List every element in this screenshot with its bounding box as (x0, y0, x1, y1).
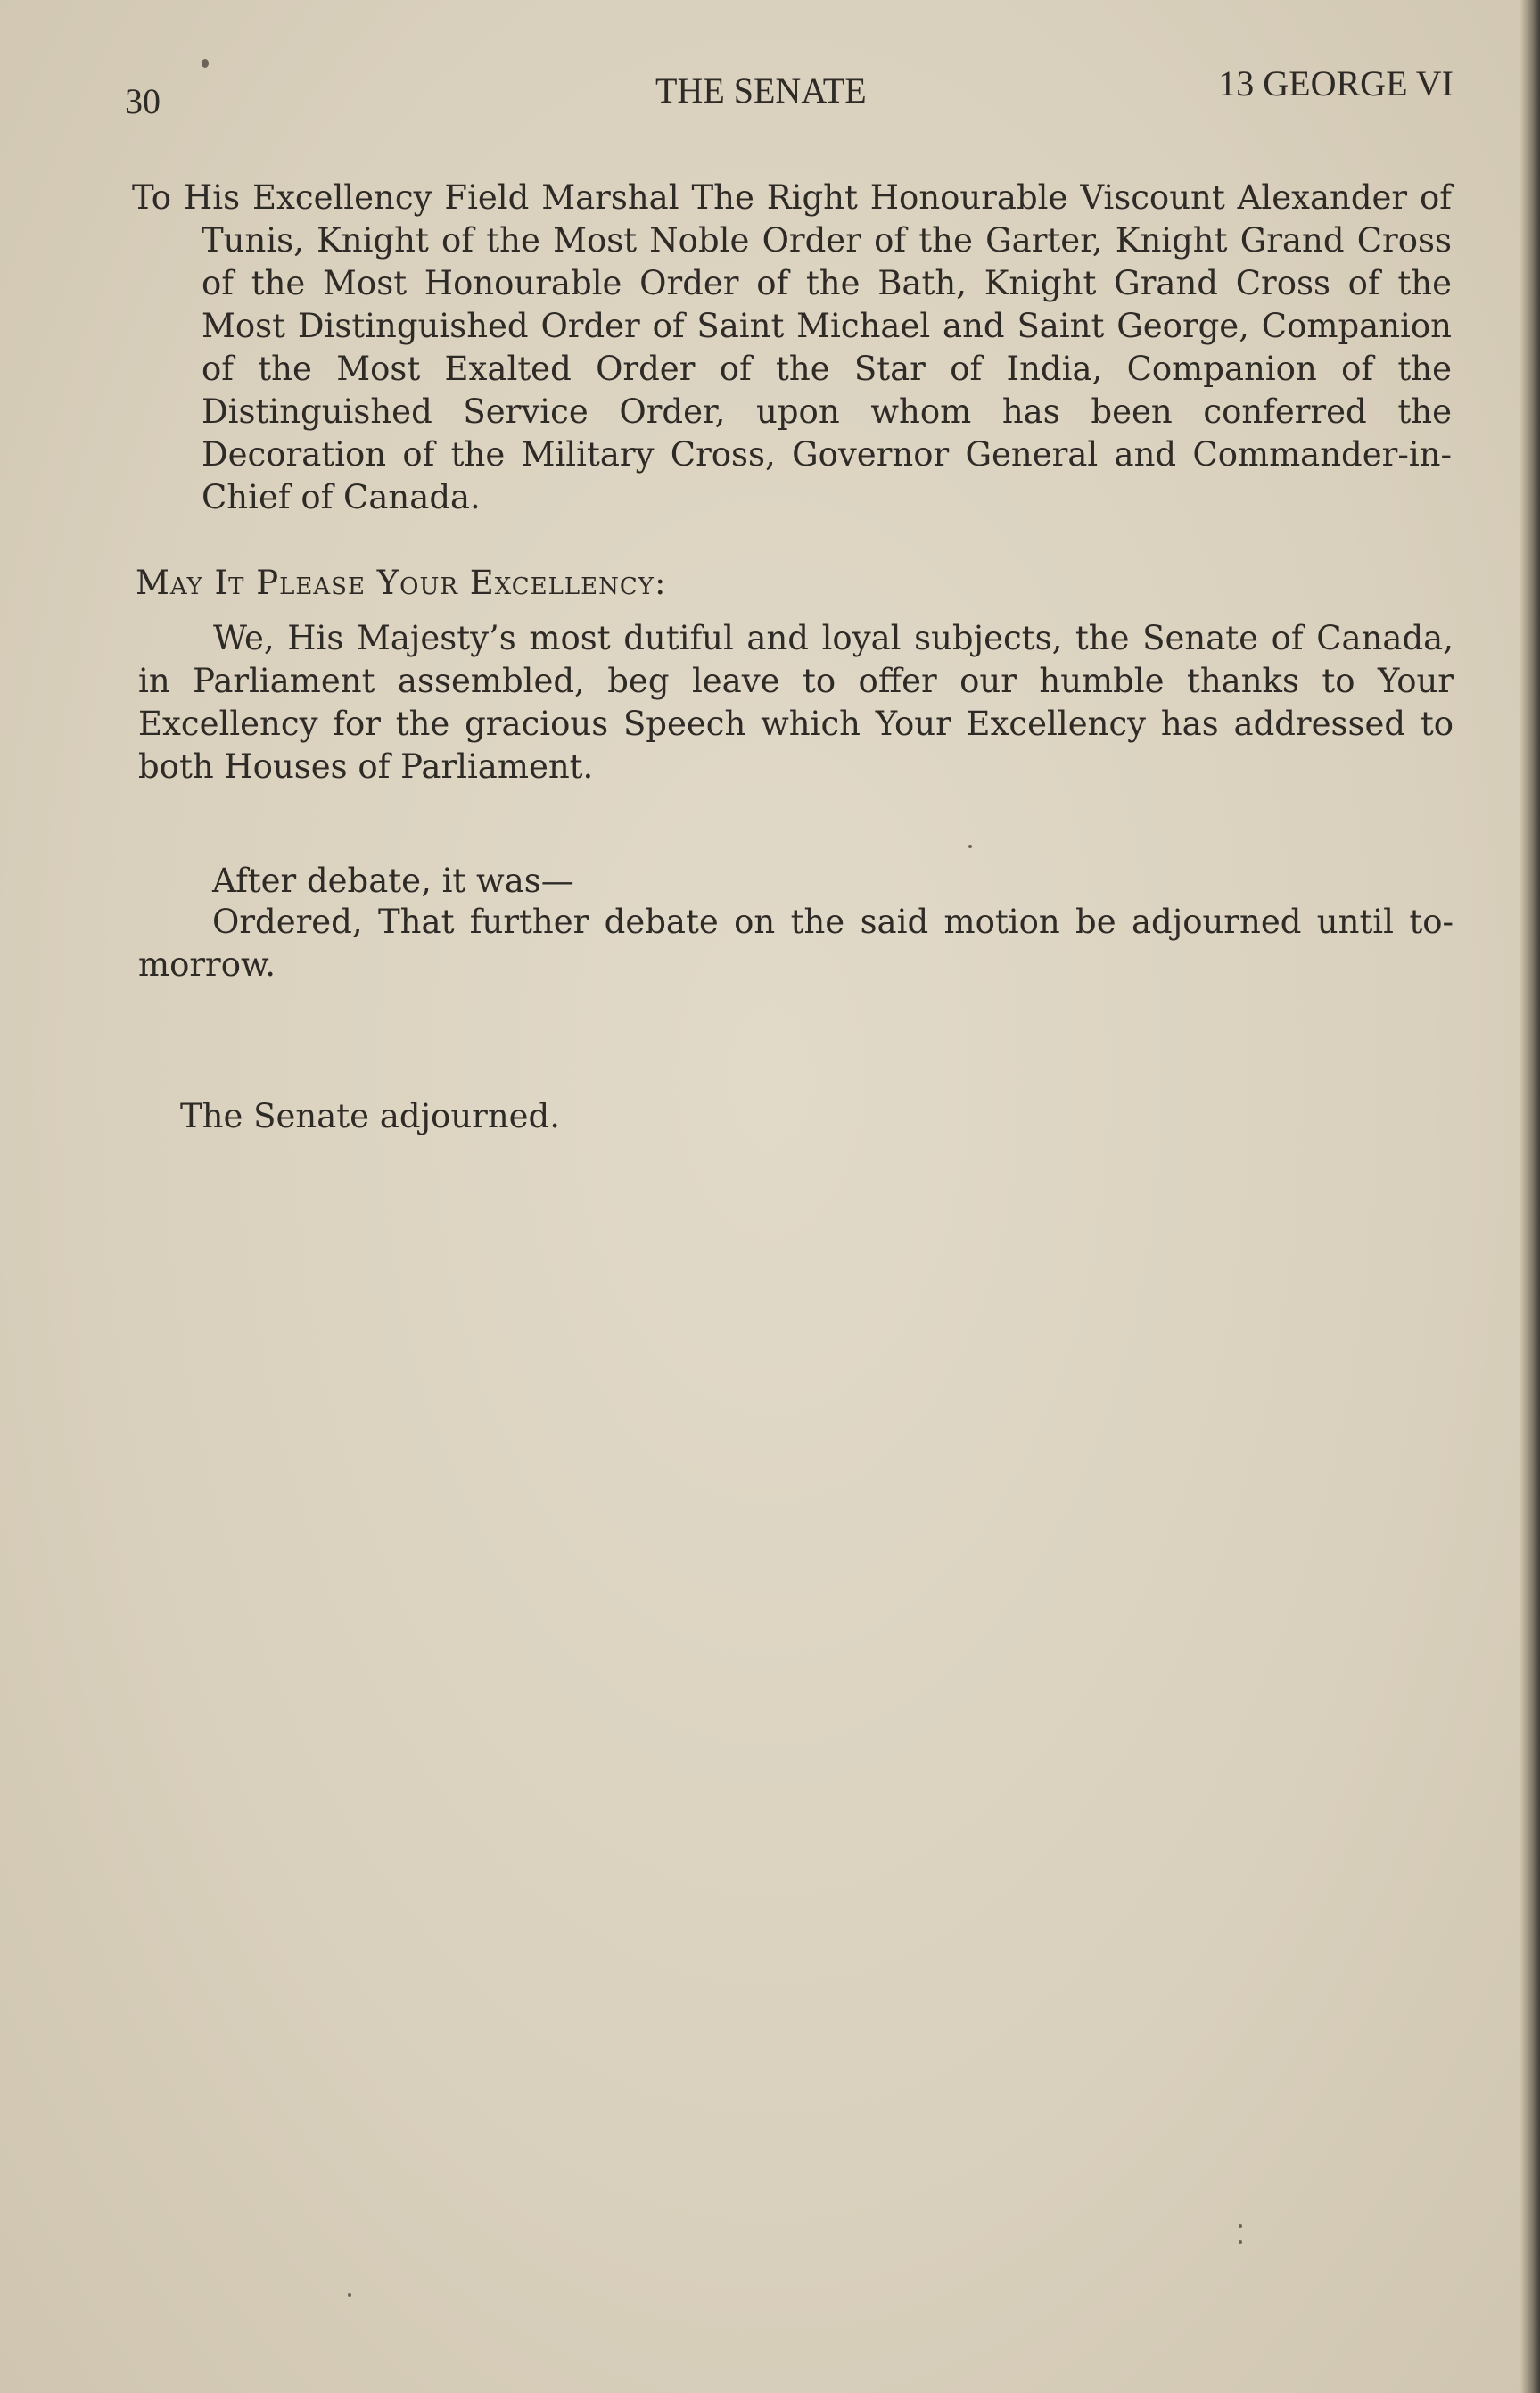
paper-speck (202, 59, 209, 68)
page-header (125, 62, 1454, 121)
paper-speck (1239, 2224, 1242, 2228)
paper-speck (968, 845, 972, 848)
address-paragraph: To His Excellency Field Marshal The Right Honourable Viscount Alexander of Tunis, Knight of the Most Noble Order of the Garter, Knight Grand Cross of the Most Honourable Order of the Bath, Knight Grand Cross of the Most Distinguished Order of Saint Michael and Saint George, Companion of the Most Exalted Order of the Star of India, Companion of the Distinguished Service Order, upon whom has been conferred the Decoration of the Military Cross, Governor General and Commander-in-Chief of Canada. (132, 178, 1452, 516)
ordered-paragraph: Ordered, That further debate on the said motion be adjourned until to-morrow. (138, 903, 1454, 984)
running-title: THE SENATE (655, 70, 867, 111)
debate-line: After debate, it was— (212, 862, 574, 900)
page-edge-shadow (1520, 0, 1540, 2393)
salutation: May It Please Your Excellency: (136, 564, 667, 602)
adjourned-line: The Senate adjourned. (180, 1097, 561, 1135)
paper-speck (348, 2293, 351, 2297)
paper-speck (1239, 2240, 1242, 2244)
body-paragraph: We, His Majesty’s most dutiful and loyal subjects, the Senate of Canada, in Parliament assembled, beg leave to offer our humble thanks to Your Excellency for the gracious Speech which Your Excellency has addressed to both Houses of Parliament. (138, 619, 1454, 786)
page-number: 30 (125, 81, 161, 121)
regnal-year: 13 GEORGE VI (1218, 63, 1454, 103)
